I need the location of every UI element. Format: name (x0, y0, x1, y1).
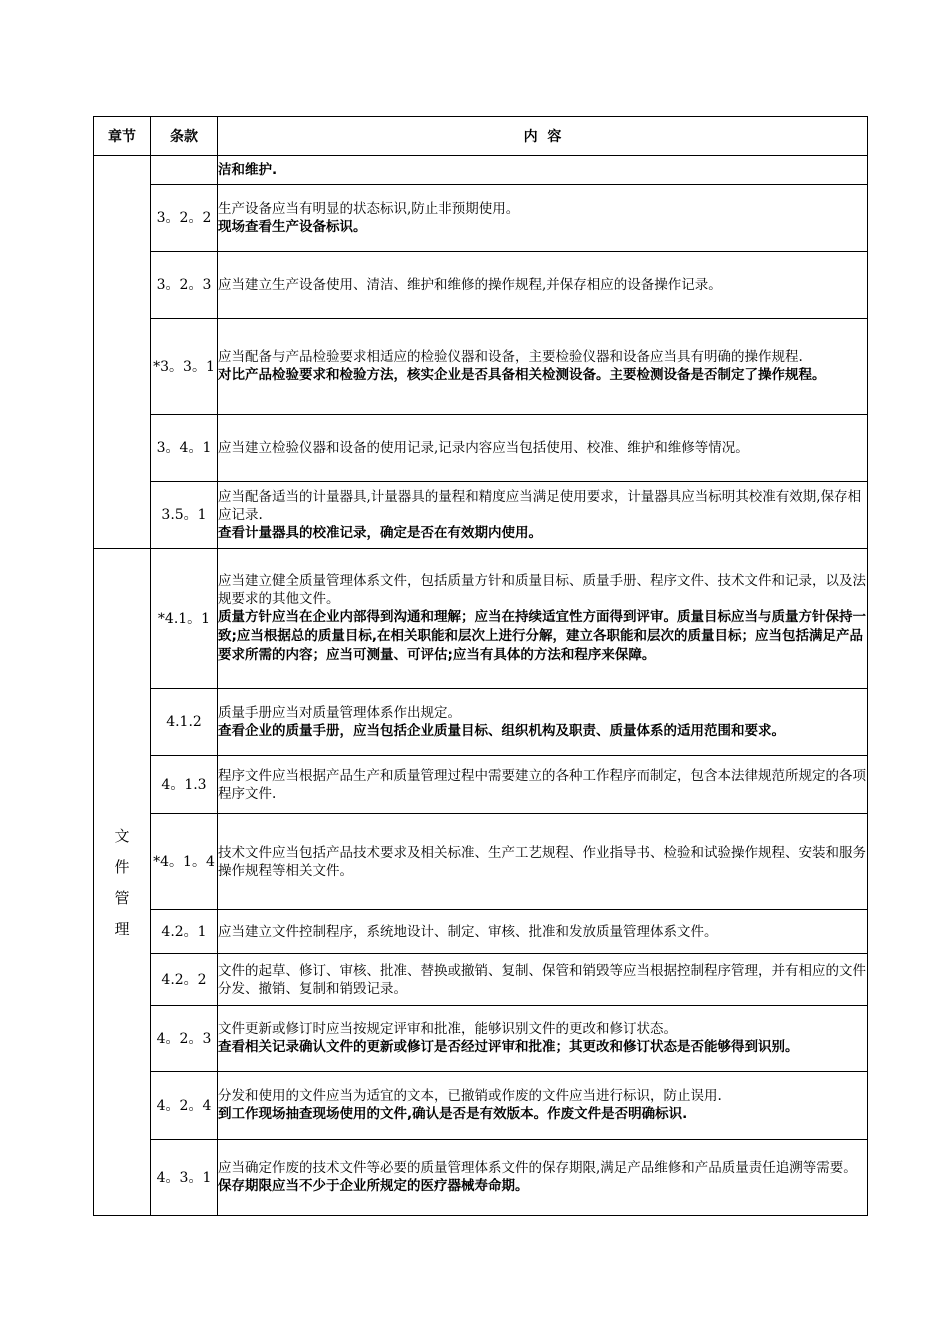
clause-cell: 4.2。2 (151, 954, 218, 1006)
content-cell (218, 319, 868, 415)
clause-cell: 3.5。1 (151, 482, 218, 549)
requirement-text: 应当建立检验仪器和设备的使用记录,记录内容应当包括使用、校准、维护和维修等情况。 (218, 440, 749, 456)
clause-cell: *4。1。4 (151, 814, 218, 910)
chapter-char: 管 (114, 889, 130, 907)
clause-cell: 4.1.2 (151, 689, 218, 756)
content-cell (218, 252, 868, 319)
chapter-cell-document-management (94, 549, 151, 1216)
table-header (94, 117, 868, 156)
clause-cell: *4.1。1 (151, 549, 218, 689)
requirement-text: 技术文件应当包括产品技术要求及相关标准、生产工艺规程、作业指导书、检验和试验操作规程、安装和服务操作规程等相关文件。 (218, 844, 866, 879)
content-cell (218, 156, 868, 185)
clause-cell: *3。3。1 (151, 319, 218, 415)
content-cell (218, 549, 868, 689)
clause-cell: 3。2。2 (151, 185, 218, 252)
check-method-text: 对比产品检验要求和检验方法，核实企业是否具备相关检测设备。主要检测设备是否制定了操作规程。 (218, 367, 826, 383)
table-row (94, 549, 868, 689)
content-cell (218, 482, 868, 549)
table-row (94, 1072, 868, 1140)
requirement-text: 应当配备适当的计量器具,计量器具的量程和精度应当满足使用要求，计量器具应当标明其校准有效期,保存相应记录. (218, 488, 862, 523)
check-method-text: 查看相关记录确认文件的更新或修订是否经过评审和批准；其更改和修订状态是否能够得到识别。 (218, 1039, 799, 1055)
table-row (94, 1006, 868, 1072)
content-cell (218, 689, 868, 756)
requirement-text: 应当建立生产设备使用、清洁、维护和维修的操作规程,并保存相应的设备操作记录。 (218, 277, 722, 293)
table-row (94, 415, 868, 482)
chapter-char: 理 (114, 920, 130, 938)
header-clause: 条款 (151, 117, 218, 156)
requirement-text: 应当建立健全质量管理体系文件，包括质量方针和质量目标、质量手册、程序文件、技术文件和记录，以及法规要求的其他文件。 (218, 573, 866, 607)
requirement-text: 程序文件应当根据产品生产和质量管理过程中需要建立的各种工作程序而制定，包含本法律规范所规定的各项程序文件. (218, 767, 866, 802)
header-chapter: 章节 (94, 117, 151, 156)
check-method-text: 洁和维护. (218, 161, 278, 178)
chapter-char: 文 (114, 827, 130, 845)
table-row (94, 319, 868, 415)
check-method-text: 查看计量器具的校准记录，确定是否在有效期内使用。 (218, 524, 542, 541)
content-cell (218, 415, 868, 482)
check-method-text: 现场查看生产设备标识。 (218, 218, 367, 235)
content-cell (218, 954, 868, 1006)
check-method-text: 质量方针应当在企业内部得到沟通和理解；应当在持续适宜性方面得到评审。质量目标应当与质量方针保持一致;应当根据总的质量目标,在相关职能和层次上进行分解，建立各职能和层次的质量目标；应当包括满足产品要求所需的内容；应当可测量、可评估;应当有具体的方法和程序来保障。 (218, 609, 866, 663)
content-cell (218, 1006, 868, 1072)
chapter-char: 件 (114, 858, 130, 876)
requirement-text: 文件更新或修订时应当按规定评审和批准，能够识别文件的更改和修订状态。 (218, 1021, 677, 1037)
table-row (94, 252, 868, 319)
check-method-text: 查看企业的质量手册，应当包括企业质量目标、组织机构及职责、质量体系的适用范围和要求。 (218, 722, 785, 739)
content-cell (218, 1072, 868, 1140)
clause-cell: 4。2。3 (151, 1006, 218, 1072)
clause-cell: 3。2。3 (151, 252, 218, 319)
table-row (94, 954, 868, 1006)
table-row (94, 185, 868, 252)
chapter-title (114, 825, 129, 939)
clause-cell: 3。4。1 (151, 415, 218, 482)
requirement-text: 应当确定作废的技术文件等必要的质量管理体系文件的保存期限,满足产品维修和产品质量责任追溯等需要。 (218, 1160, 857, 1176)
clause-cell: 4。3。1 (151, 1140, 218, 1216)
content-cell (218, 756, 868, 814)
content-cell (218, 910, 868, 954)
check-method-text: 到工作现场抽查现场使用的文件,确认是否是有效版本。作废文件是否明确标识. (218, 1106, 688, 1122)
table-row (94, 910, 868, 954)
table-row (94, 156, 868, 185)
table-row (94, 1140, 868, 1216)
regulation-table (93, 116, 868, 1216)
clause-cell: 4。2。4 (151, 1072, 218, 1140)
content-cell (218, 814, 868, 910)
table-row (94, 689, 868, 756)
chapter-cell-equipment (94, 156, 151, 549)
clause-cell: 4。1.3 (151, 756, 218, 814)
content-cell (218, 1140, 868, 1216)
header-content: 内 容 (218, 117, 868, 156)
clause-cell (151, 156, 218, 185)
requirement-text: 质量手册应当对质量管理体系作出规定。 (218, 704, 461, 721)
clause-cell: 4.2。1 (151, 910, 218, 954)
requirement-text: 应当建立文件控制程序，系统地设计、制定、审核、批准和发放质量管理体系文件。 (218, 923, 718, 940)
table-row (94, 814, 868, 910)
check-method-text: 保存期限应当不少于企业所规定的医疗器械寿命期。 (218, 1178, 529, 1194)
table-row (94, 756, 868, 814)
content-cell (218, 185, 868, 252)
requirement-text: 生产设备应当有明显的状态标识,防止非预期使用。 (218, 200, 520, 217)
table-row (94, 482, 868, 549)
requirement-text: 应当配备与产品检验要求相适应的检验仪器和设备，主要检验仪器和设备应当具有明确的操作规程. (218, 349, 803, 365)
requirement-text: 分发和使用的文件应当为适宜的文本，已撤销或作废的文件应当进行标识，防止误用. (218, 1088, 722, 1104)
requirement-text: 文件的起草、修订、审核、批准、替换或撤销、复制、保管和销毁等应当根据控制程序管理，并有相应的文件分发、撤销、复制和销毁记录。 (218, 962, 866, 997)
